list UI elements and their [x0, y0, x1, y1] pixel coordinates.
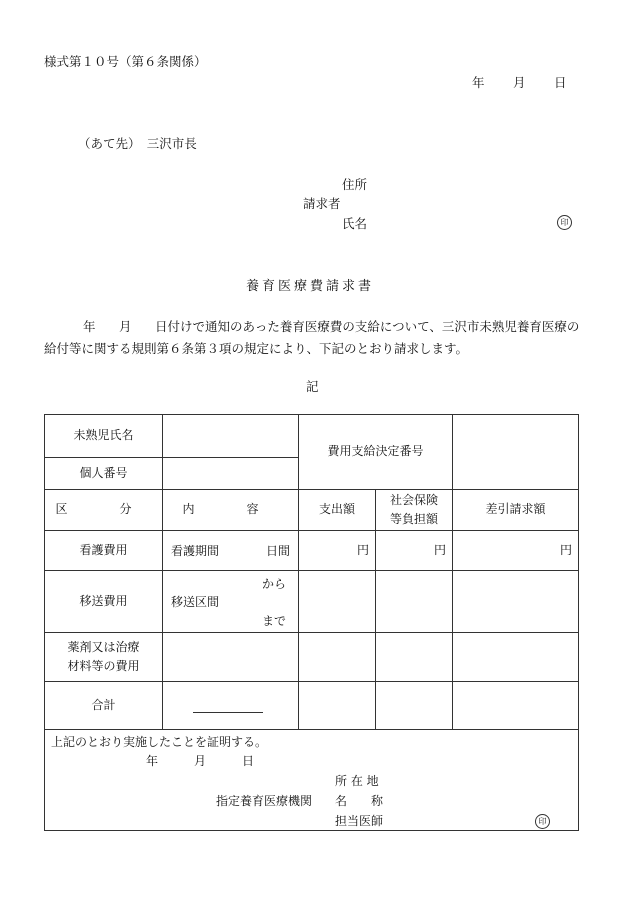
- certification-date-day: 日: [242, 754, 255, 768]
- drugs-net-field[interactable]: [453, 633, 579, 682]
- drugs-label: [45, 633, 163, 682]
- col-insurance-header-line-1: 社会保険: [390, 492, 439, 507]
- total-net-field[interactable]: [453, 682, 579, 730]
- body-year: 年: [83, 319, 96, 334]
- nursing-content-field[interactable]: [163, 531, 299, 571]
- doctor-seal-icon: 印: [535, 814, 550, 829]
- drugs-label-line-2: 材料等の費用: [67, 659, 140, 673]
- drugs-content-field[interactable]: [163, 633, 299, 682]
- form-number: 様式第１０号（第６条関係）: [44, 54, 207, 69]
- nursing-label: 看護費用: [45, 531, 163, 571]
- nursing-insurance-field[interactable]: [376, 531, 453, 571]
- drugs-insurance-field[interactable]: [376, 633, 453, 682]
- certification-institution-label: 指定養育医療機関: [216, 794, 313, 808]
- claimant-name-label: 氏名: [342, 216, 368, 231]
- claim-table: [44, 414, 579, 831]
- col-insurance-header-line-2: 等負担額: [390, 512, 439, 526]
- decision-number-field[interactable]: [453, 415, 579, 490]
- nursing-days-unit: 日間: [265, 544, 290, 558]
- ki-label: 記: [306, 379, 319, 394]
- total-label: 合計: [45, 682, 163, 730]
- transport-expense-field[interactable]: [299, 571, 376, 633]
- addressee: （あて先） 三沢市長: [78, 136, 197, 151]
- transport-net-field[interactable]: [453, 571, 579, 633]
- col-expense-header: 支出額: [299, 490, 376, 531]
- total-content-field[interactable]: [163, 682, 299, 730]
- certification-doctor-label: 担当医師: [335, 814, 384, 828]
- transport-content-field[interactable]: [163, 571, 299, 633]
- col-net-header: 差引請求額: [453, 490, 579, 531]
- certification-name-label: 名 称: [335, 794, 384, 808]
- claimant-seal-icon: 印: [557, 215, 572, 230]
- body-line-2: 給付等に関する規則第６条第３項の規定により、下記のとおり請求します。: [44, 341, 469, 356]
- nursing-net-field[interactable]: [453, 531, 579, 571]
- decision-number-label: 費用支給決定番号: [299, 415, 453, 490]
- col-insurance-header: [376, 490, 453, 531]
- nursing-expense-yen: 円: [356, 542, 369, 557]
- nursing-net-yen: 円: [560, 542, 573, 557]
- header-date-year: 年: [472, 75, 485, 90]
- col-content-header: 内 容: [163, 490, 299, 531]
- claimant-address-label: 住所: [342, 177, 368, 192]
- nursing-period-label: 看護期間: [171, 544, 220, 558]
- total-insurance-field[interactable]: [376, 682, 453, 730]
- certification-date-year: 年: [146, 754, 159, 768]
- certification-date-month: 月: [194, 754, 207, 768]
- transport-from-label: から: [261, 577, 286, 591]
- nursing-insurance-yen: 円: [434, 542, 447, 557]
- header-date-day: 日: [554, 75, 567, 90]
- document-title: 養育医療費請求書: [246, 279, 375, 294]
- body-month: 月: [119, 319, 132, 334]
- transport-section-label: 移送区間: [171, 595, 220, 609]
- body-line-1: 日付けで通知のあった養育医療費の支給について、三沢市未熟児養育医療の: [155, 319, 580, 334]
- drugs-label-line-1: 薬剤又は治療: [67, 639, 140, 654]
- col-category-header: 区 分: [45, 490, 163, 531]
- certification-statement: 上記のとおり実施したことを証明する。: [51, 735, 268, 749]
- header-date-month: 月: [513, 75, 526, 90]
- drugs-expense-field[interactable]: [299, 633, 376, 682]
- nursing-expense-field[interactable]: [299, 531, 376, 571]
- certification-section: [45, 730, 579, 831]
- transport-insurance-field[interactable]: [376, 571, 453, 633]
- certification-location-label: 所 在 地: [335, 774, 379, 788]
- personal-number-field[interactable]: [163, 458, 299, 490]
- infant-name-label: 未熟児氏名: [45, 415, 163, 458]
- total-expense-field[interactable]: [299, 682, 376, 730]
- transport-to-label: まで: [261, 614, 286, 628]
- personal-number-label: 個人番号: [45, 458, 163, 490]
- transport-label: 移送費用: [45, 571, 163, 633]
- infant-name-field[interactable]: [163, 415, 299, 458]
- claimant-role-label: 請求者: [303, 196, 341, 211]
- total-underline: [193, 702, 263, 713]
